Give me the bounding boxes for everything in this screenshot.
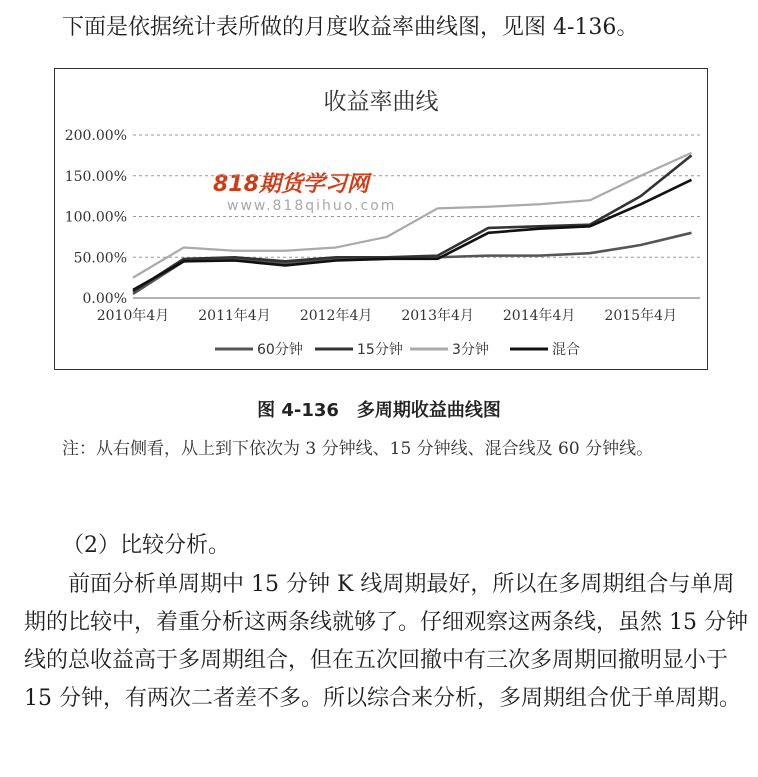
y-tick-label: 200.00%	[64, 128, 127, 144]
y-tick-label: 150.00%	[64, 168, 127, 185]
watermark-logo: 818期货学习网	[213, 172, 369, 197]
figure-note: 注：从右侧看，从上到下依次为 3 分钟线、15 分钟线、混合线及 60 分钟线。	[62, 439, 654, 459]
x-tick-label: 2010年4月	[96, 308, 170, 324]
watermark-url: www.818qihuo.com	[227, 198, 397, 214]
body-paragraph: 前面分析单周期中 15 分钟 K 线周期最好，所以在多周期组合与单周期的比较中，着重分析这两条线就够了。仔细观察这两条线，虽然 15 分钟线的总收益高于多周期组合，但在五次回撤中有三次多周期回撤明显小于 15 分钟，有两次二者差不多。所以综合来分析，多周期组合优于单周期。	[24, 572, 748, 711]
y-tick-label: 50.00%	[73, 250, 127, 267]
x-tick-label: 2013年4月	[401, 308, 474, 324]
legend-label: 15分钟	[357, 342, 403, 358]
legend-label: 3分钟	[452, 342, 489, 358]
legend-label: 混合	[552, 342, 580, 358]
y-tick-label: 100.00%	[64, 209, 127, 226]
figure-caption: 图 4-136 多周期收益曲线图	[257, 400, 501, 421]
legend-label: 60分钟	[257, 342, 303, 358]
line-chart	[55, 69, 706, 368]
x-tick-label: 2011年4月	[198, 308, 271, 324]
x-tick-label: 2012年4月	[299, 308, 373, 324]
chart-frame	[54, 68, 708, 370]
x-tick-label: 2015年4月	[604, 308, 677, 324]
series-line-4	[133, 180, 691, 290]
section-heading: （2）比较分析。	[62, 533, 230, 558]
chart-title: 收益率曲线	[323, 89, 439, 115]
y-tick-label: 0.00%	[82, 291, 127, 307]
series-line-1	[133, 233, 691, 294]
intro-paragraph: 下面是依据统计表所做的月度收益率曲线图，见图 4-136。	[62, 15, 639, 40]
x-tick-label: 2014年4月	[502, 308, 576, 324]
